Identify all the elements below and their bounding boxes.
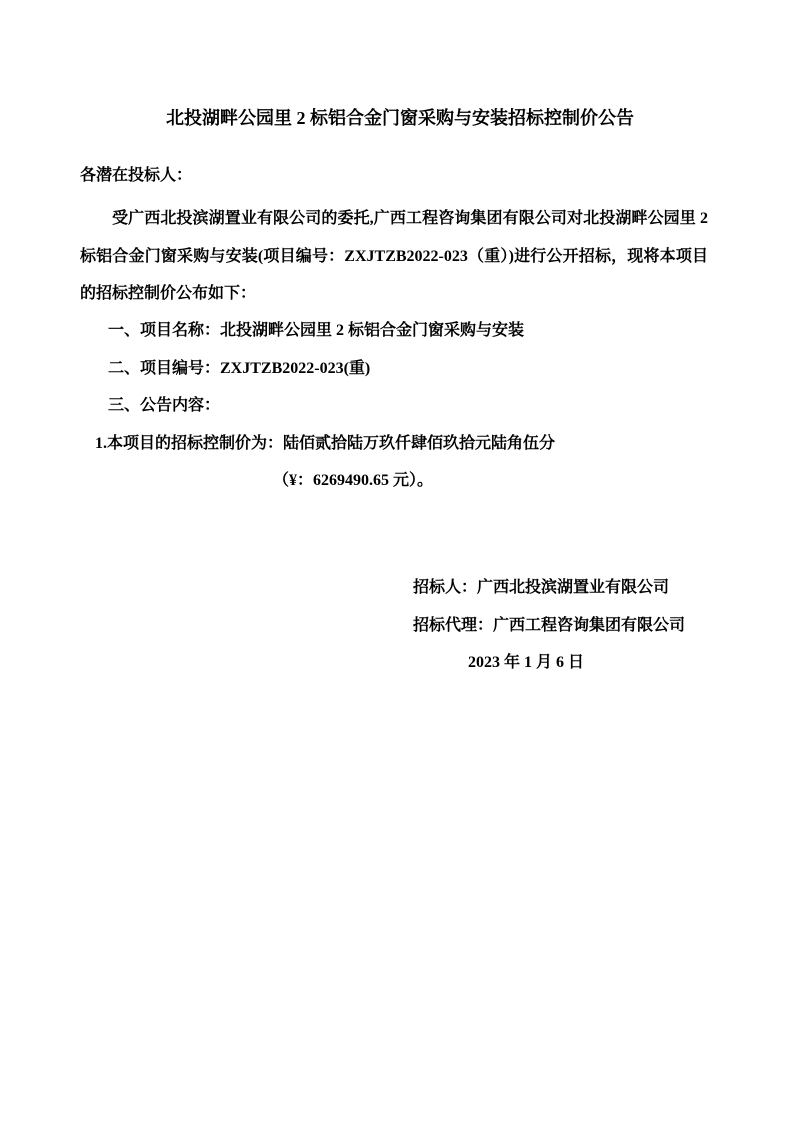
item-project-name: 一、项目名称：北投湖畔公园里 2 标铝合金门窗采购与安装	[108, 322, 525, 339]
intro-paragraph: 受广西北投滨湖置业有限公司的委托,广西工程咨询集团有限公司对北投湖畔公园里 2 标铝合金门窗采购与安装(项目编号：ZXJTZB2022-023（重）)进行公开招标，现将本项目的招标控制价公布如下：	[80, 210, 708, 303]
bidder-line: 招标人：广西北投滨湖置业有限公司	[413, 579, 670, 596]
numbered-items	[108, 312, 524, 425]
signature-block	[413, 569, 685, 682]
salutation-line: 各潜在投标人：	[80, 167, 193, 184]
document-title: 北投湖畔公园里 2 标铝合金门窗采购与安装招标控制价公告	[166, 108, 634, 128]
item-project-number: 二、项目编号：ZXJTZB2022-023(重)	[108, 359, 371, 377]
agent-line: 招标代理：广西工程咨询集团有限公司	[413, 616, 686, 634]
control-price-words: 1.本项目的招标控制价为：陆佰贰拾陆万玖仟肆佰玖拾元陆角伍分	[95, 435, 556, 452]
control-price-numeric: （¥：6269490.65 元）。	[273, 472, 434, 489]
date-line: 2023 年 1 月 6 日	[468, 654, 585, 672]
item-announcement-content: 三、公告内容：	[108, 397, 221, 415]
